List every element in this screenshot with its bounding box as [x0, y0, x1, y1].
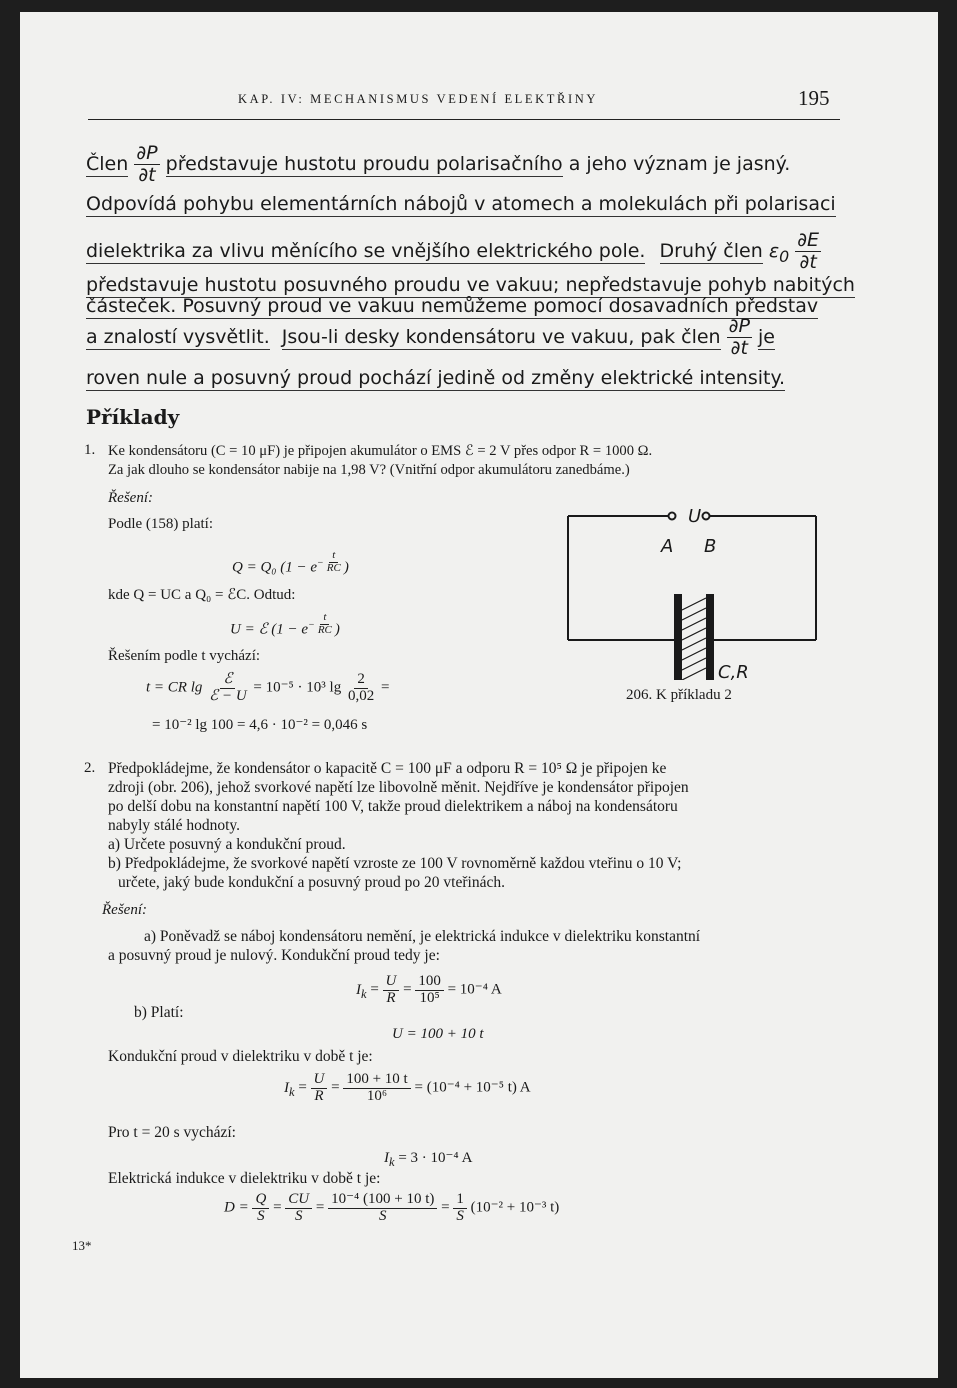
ex2-sol-a-1: a) Poněvadž se náboj kondensátoru nemění, je elektrická indukce v dielektriku konstantní	[144, 928, 701, 945]
label-U: U	[688, 506, 702, 527]
ex2-text-2: Pro t = 20 s vychází:	[108, 1124, 236, 1141]
dielectric-hatching	[682, 598, 706, 680]
intro-line-3: dielektrika za vlivu měnícího se vnějšího elektrického pole. Druhý člen $\varepsilon_0$ $\frac{\partial E}{\partial t}$	[86, 229, 820, 273]
intro-line-5: částeček. Posuvný proud ve vakuu nemůžeme pomocí dosavadních představ	[86, 295, 819, 317]
ex2-eq-5: D = $\frac{Q}{S}$ = $\frac{CU}{S}$ = $\frac{\text{10⁻⁴ (100 + 10 t)}}{S}$ = $\frac{1}{S}$ (10⁻² + 10⁻³ t)	[224, 1191, 560, 1224]
ex2-sol-b: b) Platí:	[134, 1004, 184, 1021]
ex1-eq-3: t = CR lg ℰ ℰ − U = 10⁻⁵ · 10³ lg $\frac{2}{0,02}$ =	[146, 671, 390, 704]
capacitor-plate-left	[674, 594, 682, 680]
label-B: B	[704, 536, 717, 557]
ex2-eq-2: U = 100 + 10 t	[392, 1026, 484, 1042]
ex2-task-b-1: b) Předpokládejme, že svorkové napětí vzroste ze 100 V rovnoměrně každou vteřinu o 10 V;	[108, 855, 682, 872]
fraction-dE-dt: $\frac{\partial E}{\partial t}$	[797, 229, 820, 273]
ex2-task-b-2: určete, jaký bude kondukční a posuvný proud po 20 vteřinách.	[118, 874, 505, 891]
intro-line-4: představuje hustotu posuvného proudu ve vakuu; nepředstavuje pohyb nabitých	[86, 274, 855, 296]
ex1-eq-4: = 10⁻² lg 100 = 4,6 · 10⁻² = 0,046 s	[152, 717, 368, 733]
header-rule	[88, 119, 840, 120]
figure-caption: 206. K příkladu 2	[626, 687, 732, 703]
ex2-text-1: Kondukční proud v dielektriku v době t je:	[108, 1048, 373, 1065]
ex1-text-2: kde Q = UC a Q₀ = ℰC. Odtud:	[108, 587, 296, 603]
ex1-text-1: Podle (158) platí:	[108, 516, 213, 532]
ex2-text-3: Elektrická indukce v dielektriku v době t je:	[108, 1170, 381, 1187]
ex2-line-2: zdroji (obr. 206), jehož svorkové napětí lze libovolně měnit. Nejdříve je kondensátor připojen	[108, 779, 689, 796]
ex1-line-2: Za jak dlouho se kondensátor nabije na 1,98 V? (Vnitřní odpor akumulátoru zanedbáme.)	[108, 462, 630, 478]
ex2-number: 2.	[84, 760, 96, 776]
terminal-a	[669, 513, 676, 520]
ex2-line-4: nabyly stálé hodnoty.	[108, 817, 241, 834]
ex2-task-a: a) Určete posuvný a kondukční proud.	[108, 836, 346, 853]
label-A: A	[661, 536, 674, 557]
ex2-eq-4: $I_k = 3 \cdot 10^{-4}$ A	[384, 1150, 473, 1169]
capacitor-plate-right	[706, 594, 714, 680]
terminal-b	[703, 513, 710, 520]
fraction-dP-dt: $\frac{\partial P}{\partial t}$	[136, 142, 158, 186]
ex2-eq-3: $I_k$ = $\frac{U}{R}$ = $\frac{100 + 10 t}{\text{10⁶}}$ = (10⁻⁴ + 10⁻⁵ t) A	[284, 1071, 531, 1104]
ex1-eq-1: Q = Q₀ (1 − e− $\frac{t}{RC}$ )	[232, 549, 349, 576]
ex1-text-3: Řešením podle t vychází:	[108, 648, 261, 664]
intro-line-7: roven nule a posuvný proud pochází jedině od změny elektrické intensity.	[86, 367, 786, 389]
running-header: KAP. IV: MECHANISMUS VEDENÍ ELEKTŘINY	[238, 92, 598, 106]
ex2-line-1: Předpokládejme, že kondensátor o kapacitě C = 100 μF a odporu R = 10⁵ Ω je připojen ke	[108, 760, 667, 777]
book-page	[20, 12, 938, 1378]
intro-line-2: Odpovídá pohybu elementárních nábojů v atomech a molekulách při polarisaci	[86, 193, 836, 215]
ex1-eq-2: U = ℰ (1 − e− $\frac{t}{RC}$ )	[230, 611, 340, 638]
intro-line-6: a znalostí vysvětlit. Jsou-li desky kondensátoru ve vakuu, pak člen $\frac{\partial P}{\partial t}$ je	[86, 315, 775, 359]
label-CR: C,R	[718, 662, 749, 683]
ex2-eq-1: $I_k$ = $\frac{U}{R}$ = $\frac{100}{\text{10⁵}}$ = 10⁻⁴ A	[356, 973, 502, 1006]
intro-line-1: Člen $\frac{\partial P}{\partial t}$ představuje hustotu proudu polarisačního a jeho význam je jasný.	[86, 142, 791, 186]
page-number: 195	[798, 86, 830, 110]
signature-mark: 13*	[72, 1238, 92, 1253]
ex1-number: 1.	[84, 442, 96, 458]
ex2-line-3: po delší dobu na konstantní napětí 100 V, takže proud dielektrikem a náboj na kondensátoru	[108, 798, 678, 815]
ex1-solution-label: Řešení:	[108, 490, 153, 506]
fraction-dP-dt-2: $\frac{\partial P}{\partial t}$	[728, 315, 750, 359]
ex2-solution-label: Řešení:	[102, 902, 147, 918]
ex1-line-1: Ke kondensátoru (C = 10 μF) je připojen akumulátor o EMS ℰ = 2 V přes odpor R = 1000 Ω.	[108, 443, 653, 459]
ex2-sol-a-2: a posuvný proud je nulový. Kondukční proud tedy je:	[108, 947, 440, 964]
section-title: Příklady	[86, 405, 180, 429]
intro-word-clen: Člen	[86, 153, 129, 175]
